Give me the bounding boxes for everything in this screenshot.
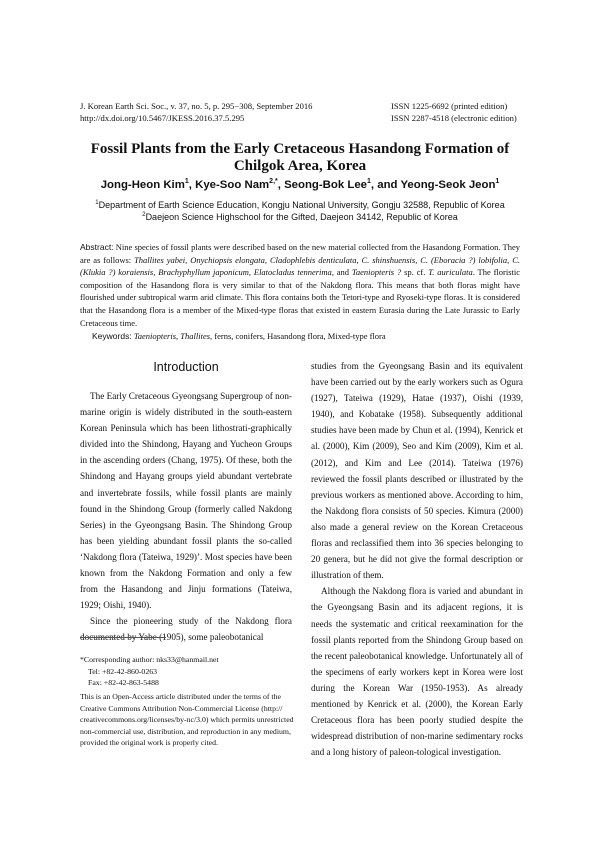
affiliation-mark: 1 <box>95 200 99 206</box>
keywords: Keywords: Taeniopteris, Thallites, ferns, conifers, Hasandong flora, Mixed-type flora <box>92 331 386 341</box>
issn-electronic: ISSN 2287-4518 (electronic edition) <box>391 113 517 123</box>
author-separator: , <box>277 178 285 191</box>
abstract-label: Abstract: <box>80 242 114 252</box>
corresponding-tel: Tel: +82-42-860-0263 <box>88 666 158 676</box>
author-affiliation-mark: 2,* <box>269 178 278 185</box>
issn-print: ISSN 1225-6692 (printed edition) <box>391 101 508 111</box>
abstract-text: cf. <box>413 267 429 278</box>
corresponding-email: *Corresponding author: nks33@hanmail.net <box>80 655 219 664</box>
doi-link[interactable]: http://dx.doi.org/10.5467/JKESS.2016.37.5.295 <box>80 113 245 123</box>
section-heading-introduction: Introduction <box>153 360 219 374</box>
abstract-text: Nine species of fossil plants were described based on the new material collected from the Hasandong Formation. They are as follows: <box>80 242 520 265</box>
keyword: Thallites <box>180 331 211 341</box>
corresponding-author-footnote <box>80 654 300 689</box>
body-column-right <box>311 358 523 760</box>
author-affiliation-mark: 1 <box>495 178 500 185</box>
author-separator: , <box>188 178 196 191</box>
paragraph: Although the Nakdong flora is varied and abundant in the Gyeongsang Basin and its adjacent regions, it is needs the systematic and critical reexamination for the fossil plants reported from the Shindong Group based on the recent paleobotanical knowledge. Unfortunately all of the specimens of early workers kept in Korea were lost during the Korean War (1950-1953). As already mentioned by Kenrick et al. (2000), the Korean Early Cretaceous flora has been poorly studied despite the widespread distribution of non-marine sedimentary rocks and a long history of paleon-tological investigation. <box>311 586 523 758</box>
journal-info: J. Korean Earth Sci. Soc., v. 37, no. 5, p. 295−308, September 2016 <box>80 101 313 111</box>
keyword-list: ferns, conifers, Hasandong flora, Mixed-type flora <box>212 331 386 341</box>
keywords-label: Keywords: <box>92 331 132 341</box>
paper-title <box>60 141 540 175</box>
affiliation-text: Daejeon Science Highschool for the Gifted, Daejeon 34142, Republic of Korea <box>145 212 458 222</box>
footnote-divider <box>80 637 166 638</box>
author-affiliation-mark: 1 <box>184 178 189 185</box>
author-name: Kye-Soo Nam <box>195 178 270 191</box>
paragraph: Since the pioneering study of the Nakdong flora documented by Yabe (1905), some paleobotanical <box>80 616 292 643</box>
author-affiliation-mark: 1 <box>367 178 371 185</box>
species-name: C. shinshuensis <box>361 254 416 265</box>
abstract-text: . The floristic composition of the Hasandong flora is very similar to that of the Nakdong flora. This means that both floras might have flourished under subtropical warm arid climate. This flora contains both the Tetori-type and Ryoseki-type floras. It is considered that the Hasandong flora is a member of the Mixed-type floras that existed in eastern Eurasia during the Late Jurassic to Early Cretaceous time. <box>80 267 521 328</box>
species-name: Brachyphyllum japonicum <box>158 267 249 278</box>
paragraph: The Early Cretaceous Gyeongsang Supergroup of non-marine origin is widely distributed in the south-eastern Korean Peninsula which has been lithostrati-graphically divided into the Shindong, Hayang and Yucheon Groups in the ascending orders (Chang, 1975). Of these, both the Shindong and Hayang groups yield abundant vertebrate and invertebrate fossils, while fossil plants are mainly found in the Shindong Group (formerly called Nakdong Series) in the Gyeongsang Basin. The Shindong Group has been yielding abundant fossil plants the so-called ‘Nakdong flora (Tateiwa, 1929)’. Most species have been known from the Nakdong Formation and only a few from the Hasandong and Jinju formations (Tateiwa, 1929; Oishi, 1940). <box>80 391 292 611</box>
author-separator: , and <box>370 178 401 191</box>
author-name: Seong-Bok Lee <box>284 178 367 191</box>
author-list <box>40 178 560 191</box>
issn-block <box>391 100 517 124</box>
affiliation-mark: 2 <box>142 212 146 218</box>
species-name: Elatocladus tennerima <box>253 267 332 278</box>
species-name: Taeniopteris ? <box>351 267 402 278</box>
open-access-notice: This is an Open-Access article distributed under the terms of the Creative Commons Attribution Non-Commercial License (http:// creativecommons.org/licenses/by-nc/3.0) which permits unrestricted non-commercial use, distribution, and reproduction in any medium, provided the original work is properly cited. <box>80 692 294 747</box>
species-name: C. (Eboracia ?) lobifolia <box>420 254 508 265</box>
author-name: Yeong-Seok Jeon <box>400 178 496 191</box>
journal-citation <box>80 100 312 124</box>
affiliation-text: Department of Earth Science Education, Kongju National University, Gongju 32588, Republic of Korea <box>98 200 505 210</box>
species-name: Thallites yabei <box>134 254 186 265</box>
species-name: C. (Klukia ?) koraiensis <box>80 254 520 278</box>
paragraph: studies from the Gyeongsang Basin and its equivalent have been carried out by the early workers such as Ogura (1927), Tateiwa (1929), Hatae (1937), Oishi (1939, 1940), and Kobatake (1958). Subsequently additional studies have been made by Chun et al. (1994), Kenrick et al. (2000), Kim (2009), Seo and Kim (2009), Kim et al. (2012), and Kim and Lee (2014). Tateiwa (1976) reviewed the fossil plants described or illustrated by the previous workers as mentioned above. According to him, the Nakdong flora consists of 50 species. Kimura (2000) also made a general review on the Korean Cretaceous floras and reclassified them into 36 species belonging to 20 genera, but he did not give the formal description or illustration of them. <box>311 361 523 581</box>
title-line-2: Chilgok Area, Korea <box>233 158 367 174</box>
abstract-text: sp. <box>401 267 414 278</box>
corresponding-fax: Fax: +82-42-863-5488 <box>88 678 159 687</box>
affiliation-2 <box>50 209 550 223</box>
abstract: Abstract: Nine species of fossil plants were described based on the new material collected from the Hasandong Formation. They are as follows: Thallites yabei, Onychiopsis elongata, Cladophlebis denticulata, C. shinshuensis, C. (Eboracia ?) lobifolia, C. (Klukia ?) koraiensis, Brachyphyllum japonicum, Elatocladus tennerima, and Taeniopteris ? sp. cf. T. auriculata. The floristic composition of the Hasandong flora is very similar to that of the Nakdong flora. This means that both floras might have flourished under subtropical warm arid climate. This flora contains both the Tetori-type and Ryoseki-type floras. It is considered that the Hasandong flora is a member of the Mixed-type floras that existed in eastern Eurasia during the Late Jurassic to Early Cretaceous time. <box>80 242 521 328</box>
species-name: Cladophlebis denticulata <box>269 254 357 265</box>
author-name: Jong-Heon Kim <box>100 178 185 191</box>
body-column-left <box>80 388 292 646</box>
species-name: T. auriculata <box>428 267 473 278</box>
title-line-1: Fossil Plants from the Early Cretaceous Hasandong Formation of <box>90 141 510 157</box>
keyword: Taeniopteris <box>133 331 177 341</box>
species-name: Onychiopsis elongata <box>190 254 265 265</box>
